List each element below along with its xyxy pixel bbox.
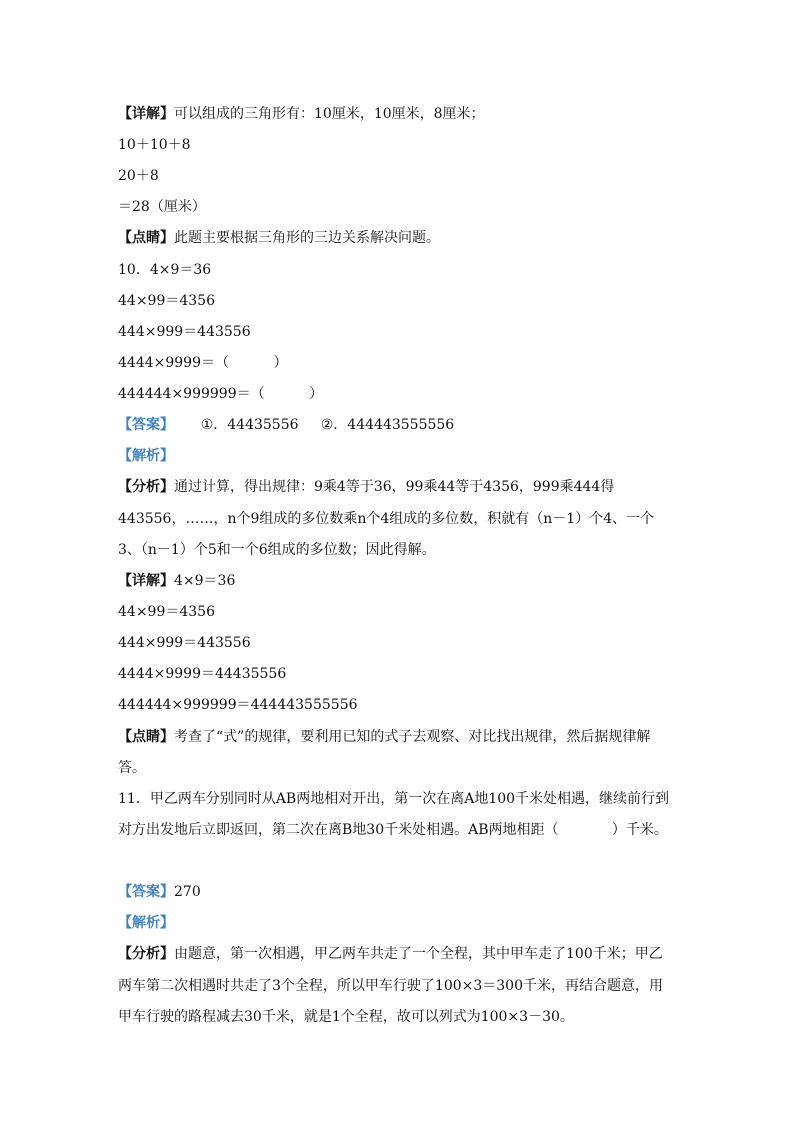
line-text: 444444×999999＝（ ） <box>118 386 324 402</box>
text-line <box>118 197 206 217</box>
answer-line <box>118 882 201 902</box>
text-line <box>118 166 159 186</box>
section-tag: 【详解】 <box>118 106 174 122</box>
text-line <box>118 509 654 529</box>
analysis-line <box>118 446 174 466</box>
answer-tag: 【答案】 <box>118 417 174 433</box>
text-line <box>118 135 191 155</box>
text-line <box>118 571 235 591</box>
line-text: 3、（n－1）个5和一个6组成的多位数；因此得解。 <box>118 542 436 558</box>
text-line <box>118 695 358 715</box>
line-text: 由题意，第一次相遇，甲乙两车共走了一个全程，其中甲车走了100千米；甲乙 <box>174 946 663 962</box>
text-line <box>118 820 668 840</box>
text-line <box>118 758 146 778</box>
text-line <box>118 104 485 124</box>
line-text: 答。 <box>118 760 146 776</box>
text-line <box>118 477 614 497</box>
text-line <box>118 664 286 684</box>
line-text: 20＋8 <box>118 168 159 184</box>
line-text: 甲车行驶的路程减去30千米，就是1个全程，故可以列式为100×3－30。 <box>118 1009 574 1025</box>
analysis-tag: 【解析】 <box>118 448 174 464</box>
line-text: 两车第二次相遇时共走了3个全程，所以甲车行驶了100×3＝300千米，再结合题意，用 <box>118 978 663 994</box>
line-text: 10＋10＋8 <box>118 137 191 153</box>
text-line <box>118 384 323 404</box>
line-text: 44×99＝4356 <box>118 604 215 620</box>
answer-line <box>118 415 454 435</box>
section-tag: 【点睛】 <box>118 729 174 745</box>
line-text: 443556，……，n个9组成的多位数乘n个4组成的多位数，积就有（n－1）个4、一个 <box>118 511 655 527</box>
text-line <box>118 976 663 996</box>
text-line <box>118 353 288 373</box>
text-line <box>118 540 436 560</box>
section-tag: 【分析】 <box>118 479 174 495</box>
text-line <box>118 291 215 311</box>
question-number-line <box>118 260 211 280</box>
line-text: ①．44435556 ②．444443555556 <box>174 417 455 433</box>
line-text: 444444×999999＝444443555556 <box>118 697 358 713</box>
line-text: 444×999＝443556 <box>118 324 251 340</box>
answer-tag: 【答案】 <box>118 884 174 900</box>
analysis-tag: 【解析】 <box>118 915 174 931</box>
text-line <box>118 602 215 622</box>
text-line <box>118 1007 574 1027</box>
line-text: 11．甲乙两车分别同时从AB两地相对开出，第一次在离A地100千米处相遇，继续前行到 <box>118 791 670 807</box>
text-line <box>118 228 440 248</box>
line-text: 对方出发地后立即返回，第二次在离B地30千米处相遇。AB两地相距（ ）千米。 <box>118 822 668 838</box>
line-text: 4444×9999＝44435556 <box>118 666 287 682</box>
section-tag: 【点睛】 <box>118 230 174 246</box>
line-text: ＝28（厘米） <box>118 199 206 215</box>
analysis-line <box>118 913 174 933</box>
section-tag: 【详解】 <box>118 573 174 589</box>
line-text: 4444×9999＝（ ） <box>118 355 288 371</box>
text-line <box>118 322 251 342</box>
line-text: 考查了“式”的规律，要利用已知的式子去观察、对比找出规律，然后据规律解 <box>174 729 651 745</box>
text-line <box>118 944 663 964</box>
line-text: 10．4×9＝36 <box>118 262 212 278</box>
text-line <box>118 633 251 653</box>
question-number-line <box>118 789 669 809</box>
line-text: 270 <box>174 884 201 900</box>
line-text: 444×999＝443556 <box>118 635 251 651</box>
line-text: 4×9＝36 <box>174 573 236 589</box>
line-text: 可以组成的三角形有：10厘米，10厘米，8厘米； <box>174 106 485 122</box>
line-text: 通过计算，得出规律：9乘4等于36，99乘44等于4356，999乘444得 <box>174 479 615 495</box>
line-text: 44×99＝4356 <box>118 293 215 309</box>
section-tag: 【分析】 <box>118 946 174 962</box>
text-line <box>118 727 650 747</box>
line-text: 此题主要根据三角形的三边关系解决问题。 <box>174 230 440 246</box>
